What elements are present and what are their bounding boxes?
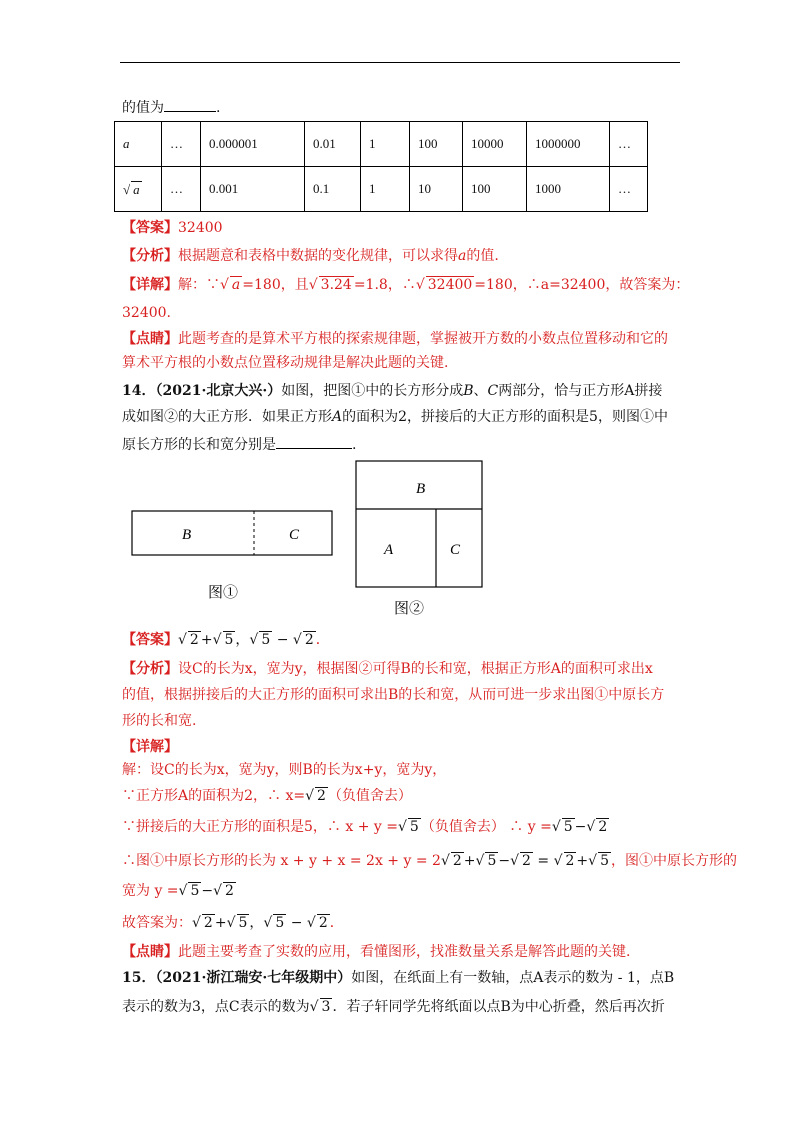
q14-detail-6: 故答案为：√ 2 +√ 5 ，√ 5 − √ 2 ．: [122, 913, 344, 933]
table-cell: 10000: [463, 122, 527, 167]
fragment-text: 的值为: [122, 100, 164, 116]
q13-comment-cont: 算术平方根的小数点位置移动规律是解决此题的关键.: [122, 355, 449, 371]
row-label-sqrt-a: √ a: [115, 167, 162, 212]
q14-stem-line2: 成如图②的大正方形．如果正方形A的面积为2，拼接后的大正方形的面积是5，则图①中: [122, 409, 668, 425]
figure-2-square: [356, 461, 482, 587]
q14-stem-line1: 14．（2021·北京大兴·）如图，把图①中的长方形分成B、C两部分，恰与正方形A拼接: [122, 383, 663, 399]
q14-analysis-cont2: 形的长和宽.: [122, 713, 197, 729]
table-cell: …: [610, 122, 648, 167]
figure-1-label-c: C: [289, 527, 300, 543]
q13-comment: 【点睛】此题考查的是算术平方根的探索规律题，掌握被开方数的小数点位置移动和它的: [122, 331, 668, 347]
q14-analysis-cont1: 的值，根据拼接后的大正方形的面积可求出B的长和宽，从而可进一步求出图①中原长方: [122, 687, 665, 703]
table-cell: …: [162, 122, 201, 167]
table-cell: 10: [410, 167, 463, 212]
q14-comment: 【点睛】此题主要考查了实数的应用，看懂图形，找准数量关系是解答此题的关键.: [122, 944, 631, 960]
q13-analysis: 【分析】根据题意和表格中数据的变化规律，可以求得a的值.: [122, 248, 499, 264]
table-cell: 0.01: [305, 122, 361, 167]
table-cell: 1000: [527, 167, 610, 212]
table-cell: 1000000: [527, 122, 610, 167]
q14-stem-line3: 原长方形的长和宽分别是 .: [122, 434, 356, 455]
q14-answer: 【答案】√ 2 +√ 5 ，√ 5 − √ 2 ．: [122, 630, 330, 650]
q14-detail-5: 宽为 y =√ 5 −√ 2: [122, 881, 236, 901]
table-cell: 100: [463, 167, 527, 212]
figure-1-caption: 图①: [208, 585, 239, 601]
q14-detail-3: ∵拼接后的大正方形的面积是5，∴ x + y =√ 5 （负值舍去） ∴ y =√ 5 −√ 2: [122, 817, 609, 837]
table-cell: 0.000001: [201, 122, 305, 167]
q14-analysis: 【分析】设C的长为x，宽为y，根据图②可得B的长和宽，根据正方形A的面积可求出x: [122, 661, 653, 677]
q13-detail: 【详解】解：∵√ a =180，且√ 3.24 =1.8，∴√ 32400 =180，∴a=32400，故答案为：: [122, 275, 689, 295]
table-cell: 1: [361, 122, 410, 167]
q15-stem-line2: 表示的数为3，点C表示的数为√ 3 ．若子轩同学先将纸面以点B为中心折叠，然后再次折: [122, 997, 665, 1017]
figure-1-rectangle: [132, 511, 332, 555]
table-cell: 0.001: [201, 167, 305, 212]
table-cell: 100: [410, 122, 463, 167]
table-cell: …: [610, 167, 648, 212]
figure-2-label-c: C: [450, 542, 461, 558]
figure-2: [352, 456, 490, 620]
row-label-a: a: [115, 122, 162, 167]
figure-2-label-b: B: [416, 481, 426, 497]
question-fragment: 的值为 .: [122, 97, 220, 118]
q14-detail-1: 解：设C的长为x，宽为y，则B的长为x+y，宽为y，: [122, 762, 447, 778]
table-cell: 1: [361, 167, 410, 212]
q14-detail-tag: 【详解】: [122, 739, 178, 755]
figure-1-label-b: B: [182, 527, 192, 543]
table-row: [115, 167, 648, 212]
value-table: [114, 121, 648, 212]
q13-answer: 【答案】32400: [122, 220, 223, 236]
figure-2-caption: 图②: [394, 601, 425, 617]
table-cell: 0.1: [305, 167, 361, 212]
q13-detail-cont: 32400.: [122, 305, 171, 321]
q14-detail-2: ∵正方形A的面积为2，∴ x=√ 2 （负值舍去）: [122, 786, 412, 806]
q15-stem-line1: 15．（2021·浙江瑞安·七年级期中）如图，在纸面上有一数轴，点A表示的数为 - 1，点B: [122, 970, 675, 986]
figure-2-label-a: A: [384, 542, 394, 558]
header-rule: [120, 62, 680, 63]
q14-detail-4: ∴图①中原长方形的长为 x + y + x = 2x + y = 2√ 2 +√ 5 −√ 2 = √ 2 +√ 5 ，图①中原长方形的: [122, 851, 737, 871]
figure-1: [128, 506, 340, 606]
table-row: [115, 122, 648, 167]
table-cell: …: [162, 167, 201, 212]
